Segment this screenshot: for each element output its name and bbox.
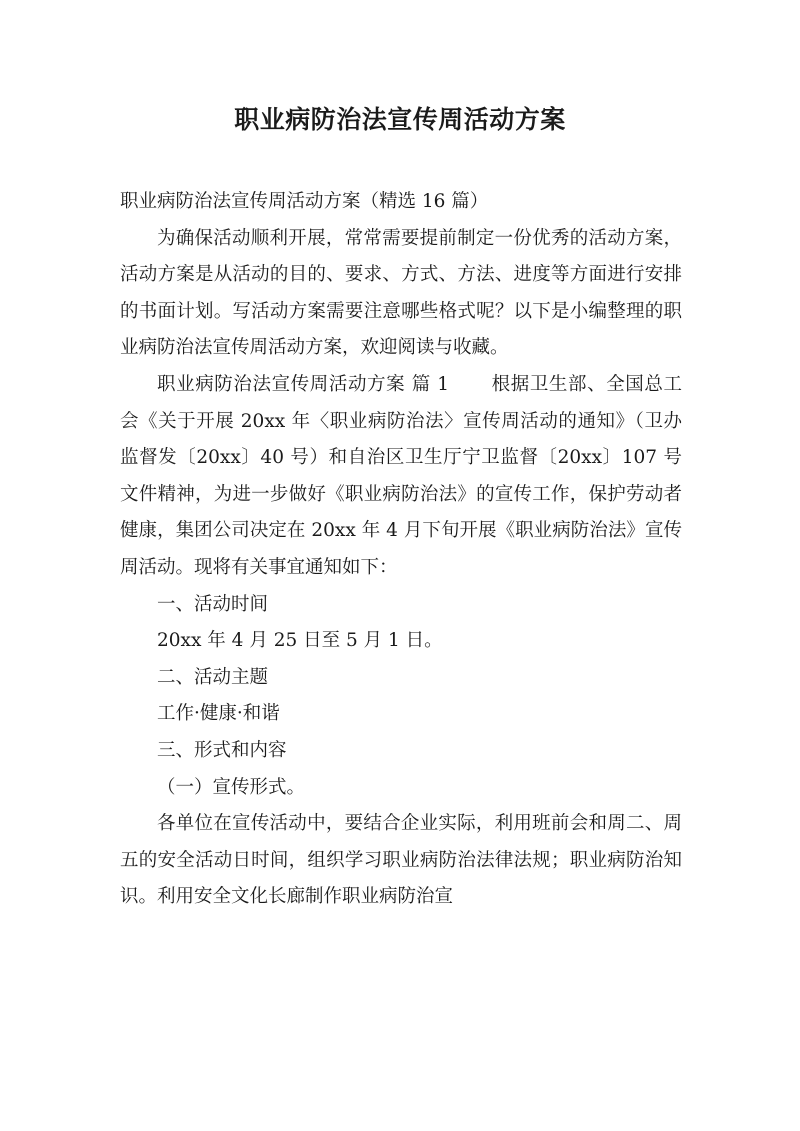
activity-time-text: 20xx 年 4 月 25 日至 5 月 1 日。 (157, 630, 443, 652)
activity-theme-text: 工作·健康·和谐 (157, 703, 280, 725)
document-subtitle: 职业病防治法宣传周活动方案（精选 16 篇） (120, 191, 489, 212)
intro-paragraph: 为确保活动顺利开展，常常需要提前制定一份优秀的活动方案，活动方案是从活动的目的、要求、方式、方法、进度等方面进行安排的书面计划。写活动方案需要注意哪些格式呢？以下是小编整理的职业病防治法宣传周活动方案，欢迎阅读与收藏。 (120, 227, 682, 359)
document-title: 职业病防治法宣传周活动方案 (234, 105, 566, 134)
section-paragraph (120, 367, 682, 587)
promotion-paragraph: 各单位在宣传活动中，要结合企业实际，利用班前会和周二、周五的安全活动日时间，组织学习职业病防治法律法规；职业病防治知识。利用安全文化长廊制作职业病防治宣 (120, 813, 682, 908)
subheading-promotion-form: （一）宣传形式。 (157, 776, 306, 798)
heading-form-content: 三、形式和内容 (157, 739, 287, 761)
heading-activity-theme: 二、活动主题 (157, 666, 269, 688)
section-heading: 职业病防治法宣传周活动方案 篇 1 (157, 373, 450, 395)
document-body (120, 184, 682, 916)
heading-activity-time: 一、活动时间 (157, 593, 269, 615)
section-body: 根据卫生部、全国总工会《关于开展 20xx 年〈职业病防治法〉宣传周活动的通知》（卫办监督发〔20xx〕40 号）和自治区卫生厅宁卫监督〔20xx〕107 号文件精神，为进一步做好《职业病防治法》的宣传工作，保护劳动者健康，集团公司决定在 20xx 年 4 月下旬开展《职业病防治法》宣传周活动。现将有关事宜通知如下： (120, 373, 682, 578)
